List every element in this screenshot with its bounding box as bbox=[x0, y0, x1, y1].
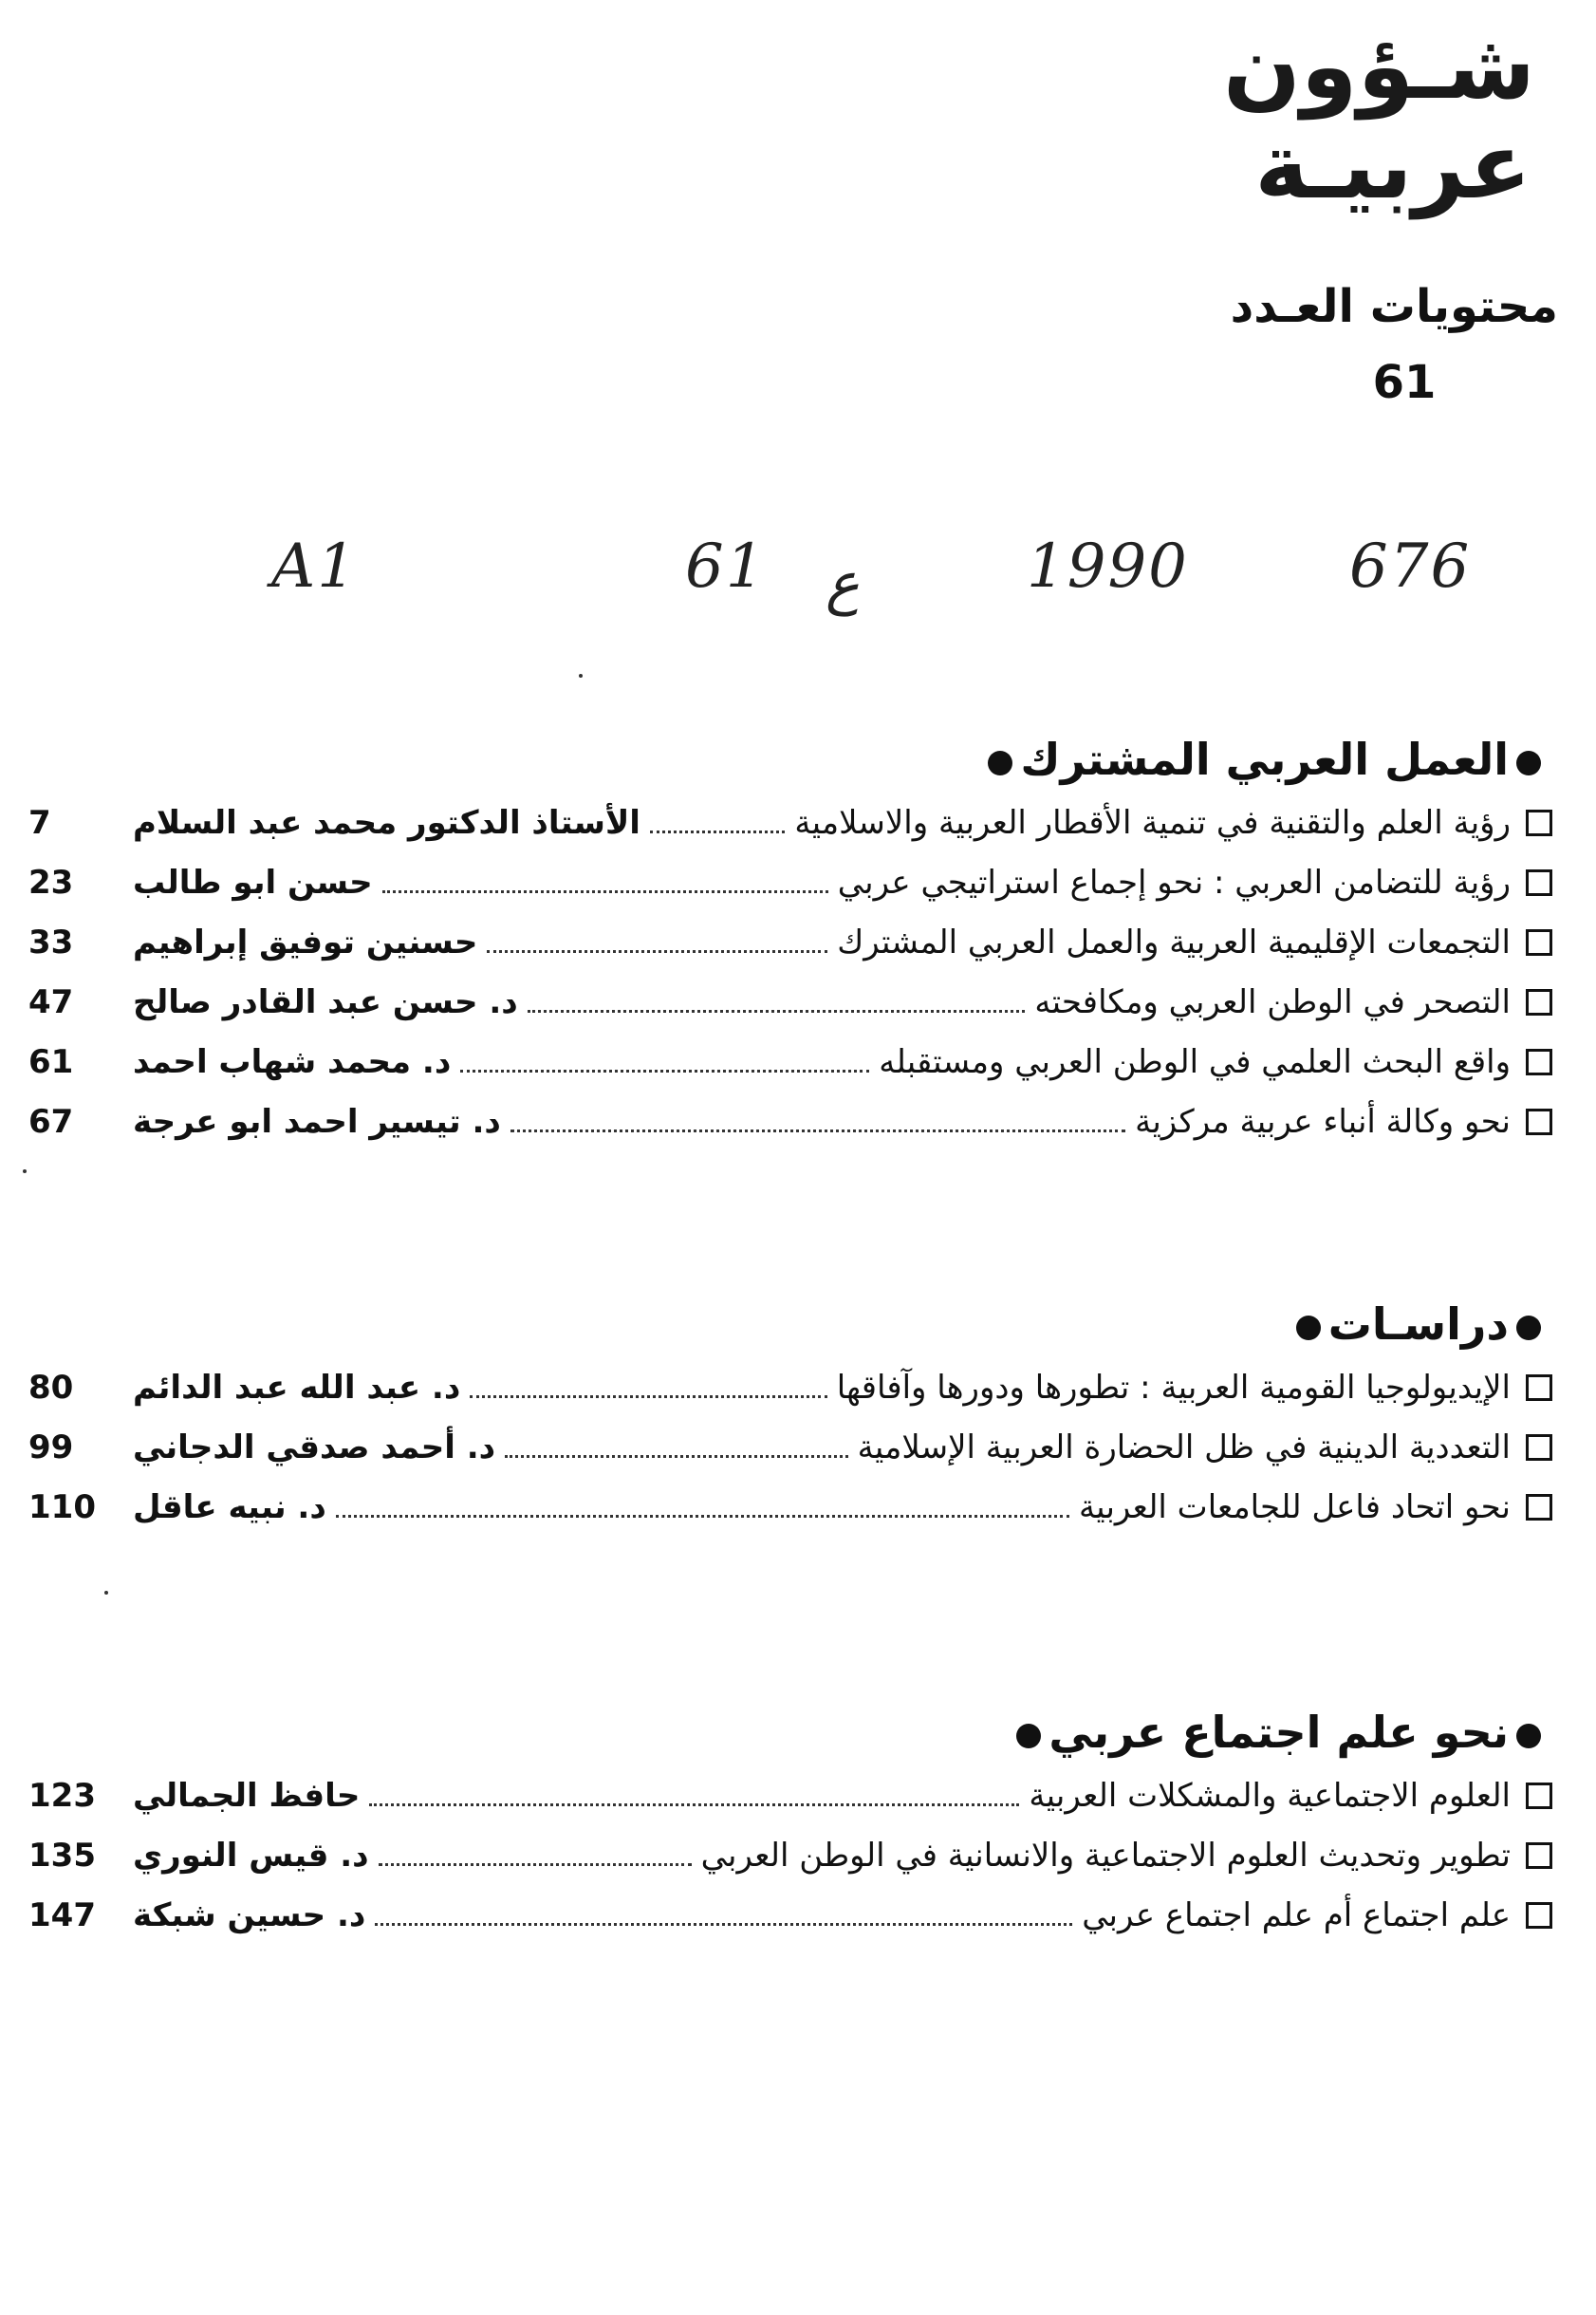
section-heading-text: دراسـات bbox=[1327, 1298, 1509, 1350]
entry-page: 80 bbox=[28, 1368, 74, 1407]
entry-title: رؤية العلم والتقنية في تنمية الأقطار العربية والاسلامية bbox=[794, 803, 1511, 842]
dot-leader bbox=[375, 1923, 1072, 1926]
checkbox-icon bbox=[1526, 1902, 1552, 1929]
issue-number: 61 bbox=[1372, 356, 1437, 409]
dot-leader bbox=[650, 831, 785, 833]
entry-title: تطوير وتحديث العلوم الاجتماعية والانسانية في الوطن العربي bbox=[700, 1836, 1511, 1875]
handwritten-issue: 61 bbox=[685, 532, 767, 602]
dot-leader bbox=[470, 1395, 826, 1398]
bullet-icon bbox=[1296, 1316, 1321, 1340]
checkbox-icon bbox=[1526, 1494, 1552, 1521]
scan-speck bbox=[23, 1169, 27, 1173]
entry-title: الإيديولوجيا القومية العربية : تطورها ودورها وآفاقها bbox=[836, 1368, 1511, 1407]
checkbox-icon bbox=[1526, 1783, 1552, 1809]
entry-title: علم اجتماع أم علم اجتماع عربي bbox=[1082, 1895, 1511, 1934]
toc-entry[interactable] bbox=[28, 852, 1558, 912]
handwritten-ref: 676 bbox=[1349, 532, 1472, 602]
entry-page: 99 bbox=[28, 1428, 74, 1466]
handwritten-letter: ع bbox=[826, 551, 860, 617]
entry-title: التصحر في الوطن العربي ومكافحته bbox=[1034, 982, 1511, 1021]
section-heading-text: العمل العربي المشترك bbox=[1020, 734, 1509, 785]
entry-author: حافظ الجمالي bbox=[133, 1776, 361, 1815]
toc-entry[interactable] bbox=[28, 793, 1558, 852]
bullet-icon bbox=[1516, 751, 1541, 775]
checkbox-icon bbox=[1526, 810, 1552, 836]
entry-author: د. حسن عبد القادر صالح bbox=[133, 982, 518, 1021]
checkbox-icon bbox=[1526, 989, 1552, 1016]
checkbox-icon bbox=[1526, 1109, 1552, 1135]
section-heading bbox=[28, 1291, 1549, 1357]
entry-page: 110 bbox=[28, 1487, 96, 1526]
section-arab-sociology bbox=[28, 1699, 1558, 1945]
dot-leader bbox=[369, 1803, 1019, 1806]
toc-entry[interactable] bbox=[28, 1092, 1558, 1151]
scan-speck bbox=[104, 1591, 108, 1595]
entry-author: د. حسين شبكة bbox=[133, 1895, 366, 1934]
entry-page: 67 bbox=[28, 1102, 74, 1141]
entry-author: حسن ابو طالب bbox=[133, 863, 373, 902]
entry-title: العلوم الاجتماعية والمشكلات العربية bbox=[1029, 1776, 1511, 1815]
entry-page: 23 bbox=[28, 863, 74, 902]
entry-page: 7 bbox=[28, 803, 51, 842]
entry-author: د. عبد الله عبد الدائم bbox=[133, 1368, 461, 1407]
checkbox-icon bbox=[1526, 1049, 1552, 1075]
bullet-icon bbox=[988, 751, 1012, 775]
dot-leader bbox=[379, 1863, 692, 1866]
logo-line-1: شـؤون bbox=[1222, 13, 1535, 120]
checkbox-icon bbox=[1526, 929, 1552, 956]
entry-title: التجمعات الإقليمية العربية والعمل العربي المشترك bbox=[837, 923, 1511, 961]
dot-leader bbox=[510, 1129, 1125, 1132]
dot-leader bbox=[487, 950, 827, 953]
dot-leader bbox=[505, 1455, 848, 1458]
entry-author: د. قيس النوري bbox=[133, 1836, 369, 1875]
entry-page: 47 bbox=[28, 982, 74, 1021]
bullet-icon bbox=[1016, 1724, 1041, 1748]
issue-title: محتويات العـدد bbox=[1230, 280, 1558, 333]
entry-title: واقع البحث العلمي في الوطن العربي ومستقبله bbox=[879, 1042, 1511, 1081]
entry-author: د. محمد شهاب احمد bbox=[133, 1042, 452, 1081]
entry-author: د. تيسير احمد ابو عرجة bbox=[133, 1102, 501, 1141]
checkbox-icon bbox=[1526, 869, 1552, 896]
checkbox-icon bbox=[1526, 1374, 1552, 1401]
section-heading bbox=[28, 726, 1549, 793]
entry-author: د. نبيه عاقل bbox=[133, 1487, 326, 1526]
entry-page: 33 bbox=[28, 923, 74, 961]
toc-entry[interactable] bbox=[28, 1825, 1558, 1885]
entry-author: حسنين توفيق إبراهيم bbox=[133, 923, 478, 961]
journal-logo bbox=[1222, 13, 1535, 237]
bullet-icon bbox=[1516, 1724, 1541, 1748]
bullet-icon bbox=[1516, 1316, 1541, 1340]
logo-line-2: عربيـة bbox=[1254, 113, 1531, 219]
entry-title: رؤية للتضامن العربي : نحو إجماع استراتيجي عربي bbox=[837, 863, 1511, 902]
toc-entry[interactable] bbox=[28, 1765, 1558, 1825]
section-heading bbox=[28, 1699, 1549, 1765]
toc-entry[interactable] bbox=[28, 972, 1558, 1032]
entry-author: الأستاذ الدكتور محمد عبد السلام bbox=[133, 803, 640, 842]
entry-page: 147 bbox=[28, 1895, 96, 1934]
scan-speck bbox=[579, 674, 583, 678]
handwritten-year: 1990 bbox=[1027, 532, 1189, 602]
entry-page: 135 bbox=[28, 1836, 96, 1875]
entry-page: 61 bbox=[28, 1042, 74, 1081]
entry-page: 123 bbox=[28, 1776, 96, 1815]
toc-entry[interactable] bbox=[28, 912, 1558, 972]
toc-entry[interactable] bbox=[28, 1477, 1558, 1537]
toc-entry[interactable] bbox=[28, 1417, 1558, 1477]
toc-entry[interactable] bbox=[28, 1032, 1558, 1092]
dot-leader bbox=[460, 1070, 869, 1073]
section-joint-arab-action bbox=[28, 726, 1558, 1151]
entry-title: نحو وكالة أنباء عربية مركزية bbox=[1135, 1102, 1511, 1141]
section-heading-text: نحو علم اجتماع عربي bbox=[1049, 1707, 1509, 1758]
entry-title: التعددية الدينية في ظل الحضارة العربية الإسلامية bbox=[857, 1428, 1511, 1466]
toc-entry[interactable] bbox=[28, 1885, 1558, 1945]
dot-leader bbox=[336, 1515, 1069, 1518]
section-studies bbox=[28, 1291, 1558, 1537]
handwritten-code: A1 bbox=[271, 532, 358, 602]
toc-entry[interactable] bbox=[28, 1357, 1558, 1417]
entry-author: د. أحمد صدقي الدجاني bbox=[133, 1428, 496, 1466]
dot-leader bbox=[382, 890, 828, 893]
dot-leader bbox=[528, 1010, 1026, 1013]
checkbox-icon bbox=[1526, 1842, 1552, 1869]
checkbox-icon bbox=[1526, 1434, 1552, 1461]
entry-title: نحو اتحاد فاعل للجامعات العربية bbox=[1078, 1487, 1511, 1526]
